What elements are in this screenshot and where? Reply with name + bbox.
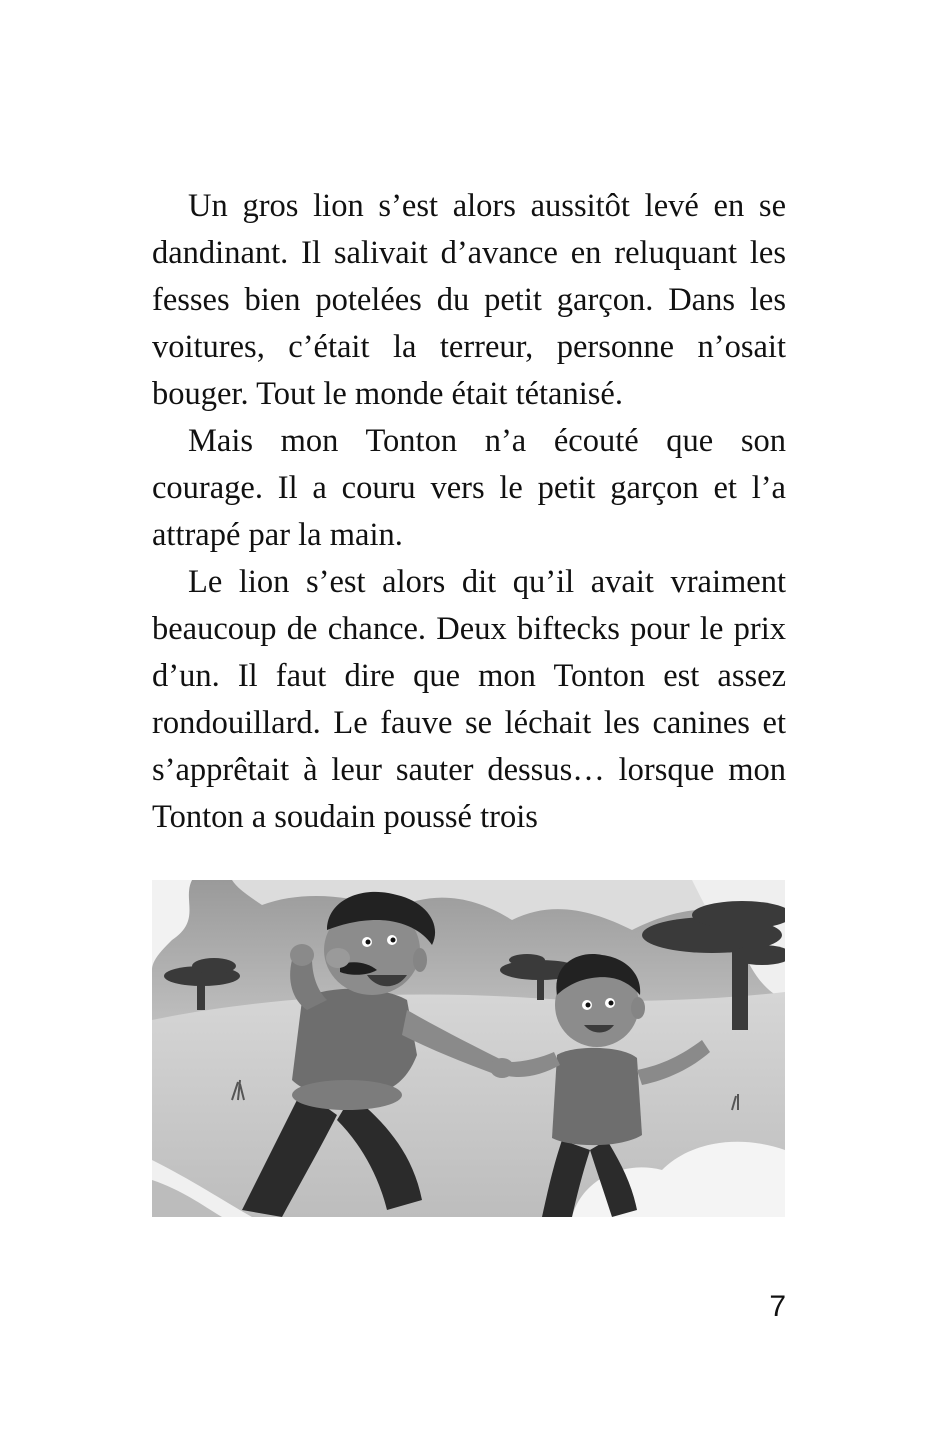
body-text bbox=[152, 183, 786, 841]
paragraph-1: Un gros lion s’est alors aussitôt levé en se dandinant. Il salivait d’avance en reluquant les fesses bien potelées du petit garçon. Dans les voitures, c’était la terreur, personne n’osait bouger. Tout le monde était tétanisé. bbox=[152, 188, 786, 412]
illustration-image bbox=[152, 880, 785, 1217]
paragraph-2: Mais mon Tonton n’a écouté que son courage. Il a couru vers le petit garçon et l’a attrapé par la main. bbox=[152, 423, 786, 553]
page-number: 7 bbox=[769, 1290, 786, 1323]
savanna-illustration bbox=[152, 880, 785, 1217]
paragraph-3: Le lion s’est alors dit qu’il avait vraiment beaucoup de chance. Deux biftecks pour le prix d’un. Il faut dire que mon Tonton est assez rondouillard. Le fauve se léchait les canines et s’apprêtait à leur sauter dessus… lorsque mon Tonton a soudain poussé trois bbox=[152, 564, 786, 835]
